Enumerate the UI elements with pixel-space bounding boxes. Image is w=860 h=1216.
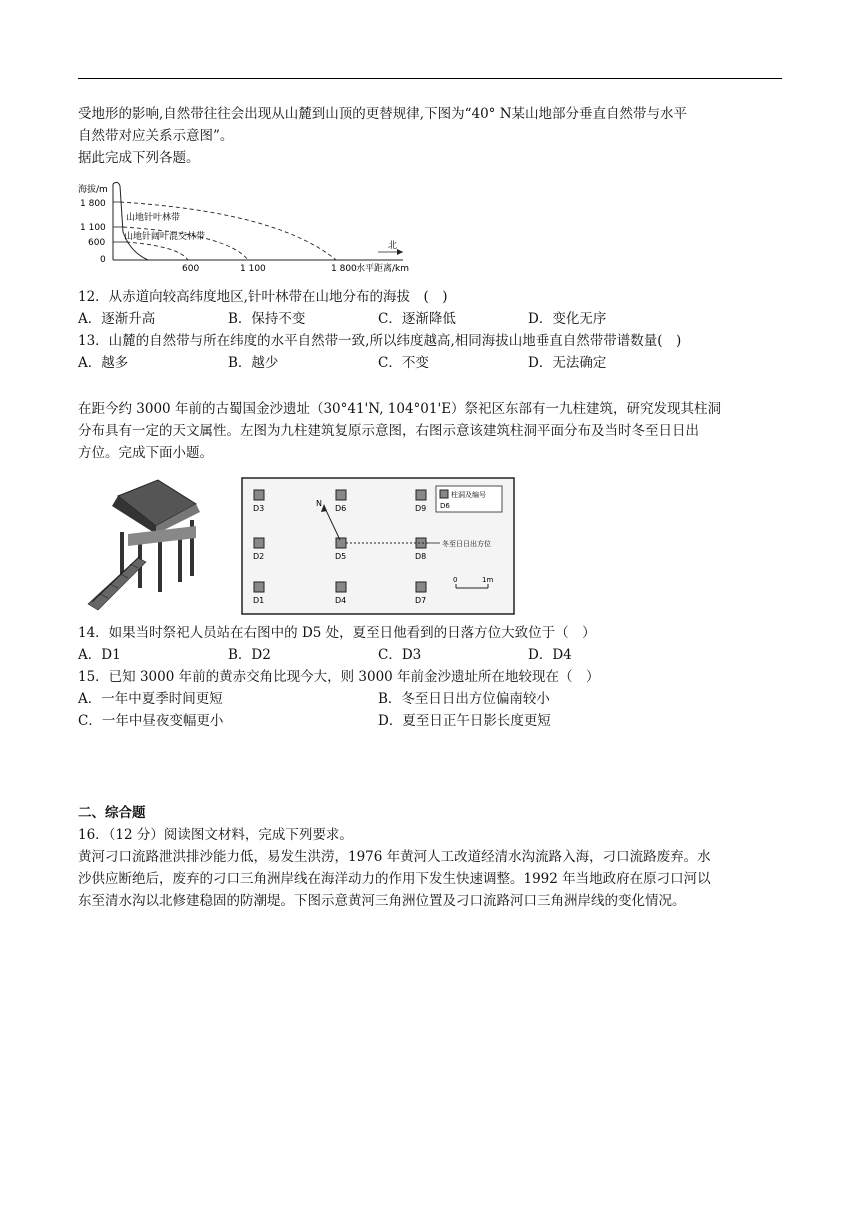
header-rule [78, 78, 782, 79]
q12-option-d: D．变化无序 [528, 311, 607, 327]
q13-option-c: C．不变 [378, 355, 429, 371]
q16-head: 16．（12 分）阅读图文材料，完成下列要求。 [78, 827, 353, 843]
q14-option-a: A．D1 [78, 647, 121, 663]
legend-example: D6 [440, 502, 450, 510]
sunrise-label: 冬至日日出方位 [442, 540, 491, 548]
svg-text:D8: D8 [415, 552, 427, 561]
svg-text:D7: D7 [415, 596, 427, 605]
q16-para-line2: 沙供应断绝后，废弃的刁口三角洲岸线在海洋动力的作用下发生快速调整。1992 年当地政府在原刁口河以 [78, 871, 711, 887]
svg-text:D5: D5 [335, 552, 347, 561]
q13-option-d: D．无法确定 [528, 355, 607, 371]
q15-option-b: B．冬至日日出方位偏南较小 [378, 691, 550, 707]
y-tick-600: 600 [88, 238, 106, 248]
q13-option-a: A．越多 [78, 355, 129, 371]
q13-stem: 13．山麓的自然带与所在纬度的水平自然带一致,所以纬度越高,相同海拔山地垂直自然带带谱数量( ) [78, 333, 682, 349]
north-label: 北 [388, 241, 398, 251]
q14-stem: 14．如果当时祭祀人员站在右图中的 D5 处，夏至日他看到的日落方位大致位于（ ） [78, 625, 596, 641]
q16-para-line3: 东至清水沟以北修建稳固的防潮堤。下图示意黄河三角洲位置及刁口流路河口三角洲岸线的变化情况。 [78, 893, 686, 909]
y-axis-label: 海拔/m [78, 185, 108, 195]
y-tick-0: 0 [100, 255, 106, 265]
q15-option-a: A．一年中夏季时间更短 [78, 691, 223, 707]
q13-option-b: B．越少 [228, 355, 279, 371]
intro2-line2: 分布具有一定的天文属性。左图为九柱建筑复原示意图，右图示意该建筑柱洞平面分布及当时冬至日日出 [78, 423, 699, 439]
band-conifer: 山地针叶林带 [126, 213, 181, 223]
intro1-line1: 受地形的影响,自然带往往会出现从山麓到山顶的更替规律,下图为“40° N某山地部分垂直自然带与水平 [78, 106, 688, 122]
svg-text:D9: D9 [415, 504, 427, 513]
q15-options-row2 [78, 710, 782, 732]
q12-option-a: A．逐渐升高 [78, 311, 156, 327]
x-tick-1100: 1 100 [240, 264, 266, 274]
q12-options [78, 308, 782, 330]
intro2-line1: 在距今约 3000 年前的古蜀国金沙遗址（30°41'N, 104°01'E）祭祀区东部有一九柱建筑，研究发现其柱洞 [78, 401, 722, 417]
svg-text:D2: D2 [253, 552, 265, 561]
q14-option-b: B．D2 [228, 647, 271, 663]
q12-stem: 12．从赤道向较高纬度地区,针叶林带在山地分布的海拔 ( ) [78, 289, 448, 305]
q15-option-d: D．夏至日正午日影长度更短 [378, 713, 551, 729]
q16-para-line1: 黄河刁口流路泄洪排沙能力低，易发生洪涝，1976 年黄河人工改道经清水沟流路入海，刁口流路废弃。水 [78, 849, 711, 865]
x-tick-1800: 1 800 [331, 264, 357, 274]
x-tick-600: 600 [182, 264, 200, 274]
scale-zero: 0 [453, 576, 458, 584]
q14-option-c: C．D3 [378, 647, 422, 663]
q12-option-c: C．逐渐降低 [378, 311, 456, 327]
svg-text:D1: D1 [253, 596, 265, 605]
vertical-zone-figure [78, 172, 438, 282]
x-axis-label: 水平距离/km [356, 264, 410, 274]
north-arrow-label: N [316, 499, 322, 508]
pillar-plan-figure [240, 476, 516, 616]
q15-option-c: C．一年中昼夜变幅更小 [78, 713, 224, 729]
intro1-line3: 据此完成下列各题。 [78, 150, 200, 166]
intro1-line2: 自然带对应关系示意图”。 [78, 128, 234, 144]
legend-label: 柱洞及编号 [451, 491, 486, 499]
q12-option-b: B．保持不变 [228, 311, 306, 327]
q14-options [78, 644, 782, 666]
section2-title: 二、综合题 [78, 805, 146, 821]
band-mixed: 山地针阔叶混交林带 [124, 232, 206, 242]
q13-options [78, 352, 782, 374]
intro2-line3: 方位。完成下面小题。 [78, 445, 213, 461]
svg-text:D3: D3 [253, 504, 265, 513]
q14-option-d: D．D4 [528, 647, 572, 663]
nine-pillar-building-illustration [78, 476, 228, 614]
y-tick-1800: 1 800 [80, 199, 106, 209]
svg-text:D4: D4 [335, 596, 347, 605]
q15-stem: 15．已知 3000 年前的黄赤交角比现今大，则 3000 年前金沙遗址所在地较现在（ ） [78, 669, 600, 685]
q15-options-row1 [78, 688, 782, 710]
y-tick-1100: 1 100 [80, 223, 106, 233]
scale-one: 1m [482, 576, 494, 584]
svg-text:D6: D6 [335, 504, 347, 513]
